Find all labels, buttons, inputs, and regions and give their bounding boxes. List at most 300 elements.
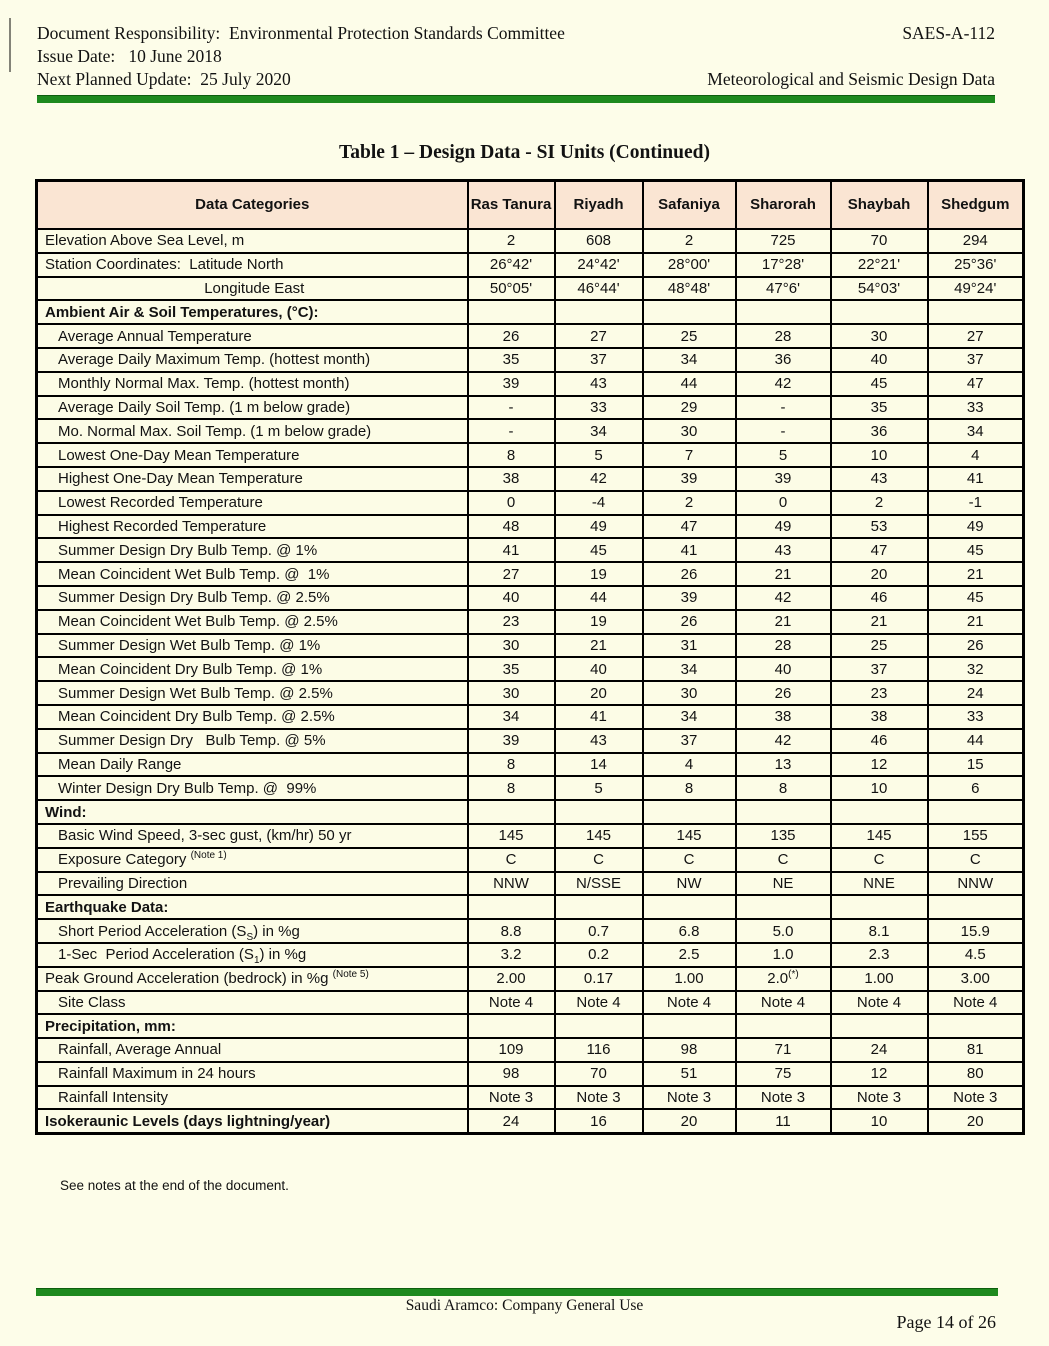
cell-value: 2.0(*) [736,967,831,991]
cell-value: 42 [555,467,643,491]
cell-value: 98 [643,1038,736,1062]
cell-value: 21 [555,634,643,658]
cell-value: 43 [555,729,643,753]
cell-value: 44 [555,586,643,610]
cell-value: 15.9 [928,919,1024,943]
cell-value: 28 [736,324,831,348]
table-row [37,443,1024,467]
cell-value: 25 [643,324,736,348]
cell-value: 25 [831,634,928,658]
cell-value: 145 [555,824,643,848]
cell-value: NNW [928,872,1024,896]
cell-value: 1.00 [831,967,928,991]
table-row [37,419,1024,443]
cell-value: 2.00 [468,967,555,991]
cell-value: C [736,848,831,872]
cell-value: 1.0 [736,943,831,967]
cell-value: 15 [928,753,1024,777]
cell-value: 23 [468,610,555,634]
issue-date-line: Issue Date: 10 June 2018 [37,46,222,66]
cell-value: Note 3 [468,1086,555,1110]
row-label: Winter Design Dry Bulb Temp. @ 99% [37,776,468,800]
cell-value: 16 [555,1109,643,1133]
cell-value: 8.8 [468,919,555,943]
cell-value: 2 [643,491,736,515]
cell-value: 21 [736,610,831,634]
cell-value: 25°36' [928,253,1024,277]
row-label: Lowest One-Day Mean Temperature [37,443,468,467]
cell-value: 50°05' [468,277,555,301]
cell-value: 49 [555,515,643,539]
cell-value: 37 [555,348,643,372]
cell-value [928,300,1024,324]
row-label: Station Coordinates: Latitude North [37,253,468,277]
cell-value: 4.5 [928,943,1024,967]
cell-value: 37 [928,348,1024,372]
cell-value: 8 [736,776,831,800]
table-row [37,919,1024,943]
cell-value: NNW [468,872,555,896]
cell-value [831,800,928,824]
cell-value: 30 [468,681,555,705]
table-row [37,943,1024,967]
row-label: Highest Recorded Temperature [37,515,468,539]
cell-value: 21 [831,610,928,634]
cell-value: 46 [831,729,928,753]
row-label: Summer Design Dry Bulb Temp. @ 1% [37,538,468,562]
cell-value: 41 [468,538,555,562]
cell-value: 29 [643,396,736,420]
table-row [37,229,1024,253]
row-label: Basic Wind Speed, 3-sec gust, (km/hr) 50 yr [37,824,468,848]
design-data-table-wrap [35,179,1022,1135]
cell-value: -4 [555,491,643,515]
row-label: Precipitation, mm: [37,1014,468,1038]
cell-value: 36 [831,419,928,443]
cell-value: 34 [555,419,643,443]
cell-value: 4 [643,753,736,777]
column-header-shaybah: Shaybah [831,181,928,230]
cell-value: 8.1 [831,919,928,943]
cell-value: C [831,848,928,872]
table-row [37,895,1024,919]
cell-value: 44 [643,372,736,396]
cell-value: 38 [831,705,928,729]
cell-value [928,800,1024,824]
cell-value [555,300,643,324]
table-row [37,634,1024,658]
table-row [37,872,1024,896]
cell-value: 109 [468,1038,555,1062]
cell-value: 24°42' [555,253,643,277]
row-label: Isokeraunic Levels (days lightning/year) [37,1109,468,1133]
cell-value: 45 [928,586,1024,610]
row-label: Exposure Category $^{(Note 1)}$ [37,848,468,872]
cell-value: Note 3 [928,1086,1024,1110]
row-label: Wind: [37,800,468,824]
cell-value: 35 [468,348,555,372]
cell-value: 26 [643,610,736,634]
cell-value: 5 [555,776,643,800]
cell-value: Note 3 [555,1086,643,1110]
cell-value: 37 [643,729,736,753]
cell-value: 45 [928,538,1024,562]
cell-value [831,300,928,324]
column-header-shedgum: Shedgum [928,181,1024,230]
table-row [37,324,1024,348]
notes-line: See notes at the end of the document. [60,1178,289,1193]
cell-value: 40 [831,348,928,372]
cell-value: 39 [643,586,736,610]
cell-value: 20 [555,681,643,705]
cell-value: 70 [831,229,928,253]
table-row [37,538,1024,562]
cell-value: N/SSE [555,872,643,896]
cell-value: 725 [736,229,831,253]
row-label: Summer Design Wet Bulb Temp. @ 1% [37,634,468,658]
row-label: Rainfall, Average Annual [37,1038,468,1062]
cell-value: 155 [928,824,1024,848]
table-row [37,991,1024,1015]
scan-artifact [9,18,11,72]
cell-value: 30 [643,681,736,705]
cell-value: 145 [468,824,555,848]
footer-classification: Saudi Aramco: Company General Use [405,1297,644,1314]
cell-value: 3.00 [928,967,1024,991]
cell-value: 47 [831,538,928,562]
page-number: Page 14 of 26 [896,1312,996,1332]
row-label: Rainfall Intensity [37,1086,468,1110]
cell-value: 10 [831,1109,928,1133]
column-header-data-categories: Data Categories [37,181,468,230]
cell-value: Note 3 [736,1086,831,1110]
cell-value: 39 [468,729,555,753]
row-label: Mean Coincident Wet Bulb Temp. @ 1% [37,562,468,586]
cell-value: 39 [643,467,736,491]
row-label: Elevation Above Sea Level, m [37,229,468,253]
row-label: Summer Design Wet Bulb Temp. @ 2.5% [37,681,468,705]
cell-value: 19 [555,610,643,634]
cell-value [831,895,928,919]
cell-value: 14 [555,753,643,777]
cell-value: 43 [736,538,831,562]
cell-value: 27 [555,324,643,348]
cell-value: 30 [468,634,555,658]
table-body [37,229,1024,1134]
cell-value: 40 [468,586,555,610]
cell-value: Note 4 [468,991,555,1015]
cell-value: 26 [468,324,555,348]
cell-value: 12 [831,753,928,777]
table-row [37,277,1024,301]
row-label: 1-Sec Period Acceleration $(S_1)$ in %g [37,943,468,967]
cell-value: 49°24' [928,277,1024,301]
cell-value: 43 [555,372,643,396]
cell-value: 38 [736,705,831,729]
cell-value: 42 [736,729,831,753]
cell-value: 8 [468,443,555,467]
cell-value: 5 [555,443,643,467]
cell-value: 20 [643,1109,736,1133]
cell-value: 45 [555,538,643,562]
table-row [37,848,1024,872]
cell-value: 2 [643,229,736,253]
cell-value: 80 [928,1062,1024,1086]
cell-value: 41 [555,705,643,729]
cell-value [555,800,643,824]
row-label: Earthquake Data: [37,895,468,919]
cell-value: 32 [928,657,1024,681]
cell-value: 5.0 [736,919,831,943]
cell-value: -1 [928,491,1024,515]
header-green-rule [37,95,995,103]
cell-value: 24 [468,1109,555,1133]
cell-value: C [928,848,1024,872]
cell-value: NW [643,872,736,896]
cell-value [468,1014,555,1038]
row-label: Short Period Acceleration $(S_S)$ in %g [37,919,468,943]
table-row [37,348,1024,372]
cell-value: 20 [831,562,928,586]
cell-value: 31 [643,634,736,658]
cell-value: 35 [831,396,928,420]
cell-value: 51 [643,1062,736,1086]
cell-value: 49 [928,515,1024,539]
header-spacer [707,45,995,68]
table-row [37,1014,1024,1038]
cell-value: 48°48' [643,277,736,301]
cell-value [643,1014,736,1038]
row-label: Mean Coincident Dry Bulb Temp. @ 1% [37,657,468,681]
cell-value: 2.5 [643,943,736,967]
cell-value: 53 [831,515,928,539]
cell-value: 27 [468,562,555,586]
table-row [37,1109,1024,1133]
cell-value: C [468,848,555,872]
cell-value [643,800,736,824]
table-row [37,1086,1024,1110]
row-label: Average Annual Temperature [37,324,468,348]
table-row [37,800,1024,824]
cell-value: 38 [468,467,555,491]
cell-value: 44 [928,729,1024,753]
next-update-line: Next Planned Update: 25 July 2020 [37,69,291,89]
cell-value [643,895,736,919]
cell-value: 0.17 [555,967,643,991]
doc-subject: Meteorological and Seismic Design Data [707,69,995,89]
cell-value: 12 [831,1062,928,1086]
footer-green-rule [36,1288,998,1296]
cell-value: 145 [831,824,928,848]
cell-value: 42 [736,586,831,610]
cell-value: 37 [831,657,928,681]
cell-value: 39 [468,372,555,396]
cell-value: 23 [831,681,928,705]
cell-value: 54°03' [831,277,928,301]
cell-value: 34 [643,657,736,681]
cell-value: 22°21' [831,253,928,277]
table-row [37,753,1024,777]
cell-value [736,300,831,324]
column-header-safaniya: Safaniya [643,181,736,230]
cell-value: 47°6' [736,277,831,301]
row-label: Mean Coincident Dry Bulb Temp. @ 2.5% [37,705,468,729]
row-label: Mean Coincident Wet Bulb Temp. @ 2.5% [37,610,468,634]
cell-value: 21 [928,562,1024,586]
cell-value: 28 [736,634,831,658]
cell-value: 2.3 [831,943,928,967]
cell-value: 27 [928,324,1024,348]
row-label: Peak Ground Acceleration (bedrock) in %g $^{(Note 5)}$ [37,967,468,991]
cell-value [928,1014,1024,1038]
row-label: Site Class [37,991,468,1015]
cell-value: 98 [468,1062,555,1086]
cell-value: 8 [468,753,555,777]
cell-value: 1.00 [643,967,736,991]
cell-value: 21 [736,562,831,586]
cell-value [736,1014,831,1038]
cell-value: 33 [928,396,1024,420]
cell-value: 20 [928,1109,1024,1133]
table-row [37,776,1024,800]
cell-value [928,895,1024,919]
cell-value: 135 [736,824,831,848]
table-row [37,372,1024,396]
cell-value: 33 [555,396,643,420]
cell-value: 4 [928,443,1024,467]
cell-value: Note 4 [736,991,831,1015]
cell-value: 42 [736,372,831,396]
cell-value: C [643,848,736,872]
column-header-riyadh: Riyadh [555,181,643,230]
table-row [37,586,1024,610]
cell-value: 34 [928,419,1024,443]
cell-value: 70 [555,1062,643,1086]
cell-value: 46°44' [555,277,643,301]
cell-value: 34 [643,348,736,372]
design-data-table [35,179,1025,1135]
cell-value: 49 [736,515,831,539]
cell-value [736,895,831,919]
cell-value: 47 [643,515,736,539]
table-title: Table 1 – Design Data - SI Units (Continued) [339,142,710,163]
cell-value: 28°00' [643,253,736,277]
row-label: Ambient Air & Soil Temperatures, (°C): [37,300,468,324]
cell-value [555,895,643,919]
cell-value: 33 [928,705,1024,729]
column-header-ras-tanura: Ras Tanura [468,181,555,230]
cell-value: 8 [468,776,555,800]
cell-value: 8 [643,776,736,800]
cell-value [468,800,555,824]
table-row [37,1038,1024,1062]
cell-value: 30 [643,419,736,443]
table-row [37,657,1024,681]
cell-value: 0.7 [555,919,643,943]
cell-value: - [736,396,831,420]
cell-value: 11 [736,1109,831,1133]
cell-value [555,1014,643,1038]
doc-responsibility-line: Document Responsibility: Environmental Protection Standards Committee [37,23,565,43]
cell-value: 48 [468,515,555,539]
table-row [37,705,1024,729]
table-row [37,824,1024,848]
cell-value: 13 [736,753,831,777]
cell-value: 24 [928,681,1024,705]
cell-value: 294 [928,229,1024,253]
cell-value: 145 [643,824,736,848]
row-label: Summer Design Dry Bulb Temp. @ 5% [37,729,468,753]
cell-value: 46 [831,586,928,610]
table-row [37,681,1024,705]
cell-value: 3.2 [468,943,555,967]
cell-value: 21 [928,610,1024,634]
table-row [37,1062,1024,1086]
cell-value: 608 [555,229,643,253]
cell-value: 2 [468,229,555,253]
cell-value: 26 [928,634,1024,658]
cell-value [831,1014,928,1038]
table-row [37,729,1024,753]
table-row [37,396,1024,420]
cell-value: Note 3 [643,1086,736,1110]
cell-value: C [555,848,643,872]
cell-value: 36 [736,348,831,372]
cell-value: 26 [643,562,736,586]
cell-value: 30 [831,324,928,348]
cell-value: 10 [831,776,928,800]
row-label: Average Daily Maximum Temp. (hottest month) [37,348,468,372]
cell-value: 7 [643,443,736,467]
row-label: Lowest Recorded Temperature [37,491,468,515]
cell-value: 40 [736,657,831,681]
cell-value: Note 4 [831,991,928,1015]
cell-value: Note 3 [831,1086,928,1110]
cell-value: 6.8 [643,919,736,943]
cell-value: 24 [831,1038,928,1062]
cell-value [736,800,831,824]
table-row [37,467,1024,491]
row-label: Mo. Normal Max. Soil Temp. (1 m below grade) [37,419,468,443]
cell-value: 26 [736,681,831,705]
cell-value [468,300,555,324]
cell-value: 116 [555,1038,643,1062]
cell-value: 26°42' [468,253,555,277]
row-label: Average Daily Soil Temp. (1 m below grade) [37,396,468,420]
column-header-sharorah: Sharorah [736,181,831,230]
row-label: Monthly Normal Max. Temp. (hottest month) [37,372,468,396]
row-label: Longitude East [37,277,468,301]
cell-value: 40 [555,657,643,681]
cell-value: 5 [736,443,831,467]
cell-value: 35 [468,657,555,681]
cell-value: - [736,419,831,443]
cell-value: NNE [831,872,928,896]
row-label: Summer Design Dry Bulb Temp. @ 2.5% [37,586,468,610]
table-row [37,300,1024,324]
cell-value: 39 [736,467,831,491]
row-label: Mean Daily Range [37,753,468,777]
cell-value: NE [736,872,831,896]
cell-value: 43 [831,467,928,491]
cell-value: 0 [468,491,555,515]
cell-value: 81 [928,1038,1024,1062]
cell-value: 34 [468,705,555,729]
document-header [37,22,995,91]
cell-value: 47 [928,372,1024,396]
cell-value: 17°28' [736,253,831,277]
cell-value: Note 4 [555,991,643,1015]
